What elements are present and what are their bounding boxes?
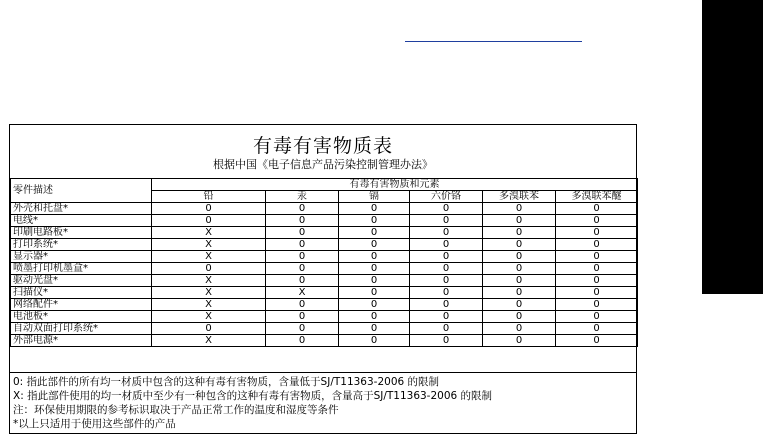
part-name: 扫描仪*	[11, 287, 152, 299]
substance-value: 0	[556, 227, 638, 239]
substance-value: 0	[152, 263, 266, 275]
substance-value: 0	[410, 263, 483, 275]
substance-value: 0	[556, 203, 638, 215]
substance-value: 0	[410, 239, 483, 251]
column-header: 六价铬	[410, 191, 483, 203]
hazardous-substances-document	[9, 124, 637, 434]
substance-value: 0	[266, 227, 339, 239]
substance-value: 0	[483, 323, 556, 335]
part-name: 喷墨打印机墨盒*	[11, 263, 152, 275]
table-row	[11, 335, 638, 347]
column-header: 多溴联苯醚	[556, 191, 638, 203]
substance-value: 0	[266, 323, 339, 335]
substance-value: 0	[556, 299, 638, 311]
substance-value: X	[152, 287, 266, 299]
substance-value: 0	[483, 203, 556, 215]
substance-value: 0	[339, 239, 410, 251]
column-header: 铅	[152, 191, 266, 203]
part-name: 打印系统*	[11, 239, 152, 251]
substance-value: 0	[483, 311, 556, 323]
substance-value: 0	[266, 299, 339, 311]
part-name: 电池板*	[11, 311, 152, 323]
substance-value: 0	[339, 203, 410, 215]
substance-value: 0	[410, 227, 483, 239]
table-row	[11, 299, 638, 311]
table-row	[11, 263, 638, 275]
substance-value: 0	[410, 335, 483, 347]
table-row	[11, 323, 638, 335]
substance-value: X	[152, 311, 266, 323]
substance-value: 0	[266, 251, 339, 263]
substance-value: 0	[339, 335, 410, 347]
substance-value: 0	[556, 335, 638, 347]
substance-value: 0	[410, 323, 483, 335]
substance-value: 0	[483, 263, 556, 275]
table-row	[11, 227, 638, 239]
substance-value: 0	[339, 287, 410, 299]
substance-value: 0	[483, 215, 556, 227]
substances-table	[10, 178, 638, 347]
notes	[13, 375, 492, 431]
substance-value: 0	[410, 275, 483, 287]
substance-value: 0	[483, 251, 556, 263]
note-line: 0: 指此部件的所有均一材质中包含的这种有毒有害物质，含量低于SJ/T11363-2006 的限制	[13, 376, 440, 388]
column-header: 镉	[339, 191, 410, 203]
substance-value: 0	[266, 311, 339, 323]
table-row	[11, 239, 638, 251]
substance-value: 0	[339, 323, 410, 335]
substance-value: 0	[339, 227, 410, 239]
note-line: *以上只适用于使用这些部件的产品	[13, 418, 176, 430]
substance-value: 0	[339, 251, 410, 263]
column-header: 汞	[266, 191, 339, 203]
table-row	[11, 215, 638, 227]
substance-value: 0	[339, 311, 410, 323]
substance-value: 0	[266, 263, 339, 275]
part-name: 外壳和托盘*	[11, 203, 152, 215]
substance-value: 0	[339, 215, 410, 227]
substance-value: 0	[152, 203, 266, 215]
substance-value: 0	[556, 251, 638, 263]
note-line: X: 指此部件使用的均一材质中至少有一种包含的这种有毒有害物质，含量高于SJ/T11363-2006 的限制	[13, 390, 493, 402]
substance-value: 0	[483, 239, 556, 251]
substance-value: 0	[556, 275, 638, 287]
part-name: 自动双面打印系统*	[11, 323, 152, 335]
substance-value: 0	[410, 287, 483, 299]
substance-value: X	[152, 251, 266, 263]
row-header: 零件描述	[11, 179, 152, 203]
document-title: 有毒有害物质表	[252, 135, 393, 157]
part-name: 驱动光盘*	[11, 275, 152, 287]
substance-value: 0	[410, 215, 483, 227]
substance-value: X	[152, 227, 266, 239]
substance-value: 0	[483, 335, 556, 347]
column-header: 多溴联苯	[483, 191, 556, 203]
table-row	[11, 275, 638, 287]
substance-value: X	[152, 239, 266, 251]
substance-value: 0	[556, 311, 638, 323]
substance-value: 0	[410, 299, 483, 311]
substance-value: 0	[152, 215, 266, 227]
substance-value: 0	[556, 287, 638, 299]
document-subtitle: 根据中国《电子信息产品污染控制管理办法》	[213, 158, 433, 171]
part-name: 外部电源*	[11, 335, 152, 347]
table-row	[11, 287, 638, 299]
substance-value: 0	[410, 203, 483, 215]
part-name: 网络配件*	[11, 299, 152, 311]
substance-value: 0	[483, 227, 556, 239]
group-header: 有毒有害物质和元素	[152, 179, 638, 191]
substance-value: 0	[266, 335, 339, 347]
substance-value: 0	[266, 275, 339, 287]
substance-value: 0	[410, 251, 483, 263]
substance-value: 0	[556, 323, 638, 335]
substance-value: 0	[339, 263, 410, 275]
substance-value: 0	[556, 263, 638, 275]
substance-value: 0	[266, 203, 339, 215]
note-line: 注：环保使用期限的参考标识取决于产品正常工作的温度和湿度等条件	[13, 404, 339, 416]
substance-value: 0	[339, 299, 410, 311]
substance-value: X	[152, 275, 266, 287]
substance-value: 0	[483, 275, 556, 287]
table-row	[11, 203, 638, 215]
substance-value: X	[152, 299, 266, 311]
substance-value: 0	[152, 323, 266, 335]
link-underline[interactable]	[405, 41, 582, 42]
substance-value: X	[266, 287, 339, 299]
part-name: 显示器*	[11, 251, 152, 263]
substance-value: 0	[483, 299, 556, 311]
table-row	[11, 251, 638, 263]
substance-value: 0	[266, 239, 339, 251]
part-name: 印刷电路板*	[11, 227, 152, 239]
substance-value: X	[152, 335, 266, 347]
substance-value: 0	[483, 287, 556, 299]
side-tab	[702, 0, 763, 294]
substance-value: 0	[266, 215, 339, 227]
substance-value: 0	[556, 215, 638, 227]
substance-value: 0	[556, 239, 638, 251]
substance-value: 0	[410, 311, 483, 323]
substance-value: 0	[339, 275, 410, 287]
table-divider	[10, 372, 636, 373]
table-row	[11, 311, 638, 323]
part-name: 电线*	[11, 215, 152, 227]
